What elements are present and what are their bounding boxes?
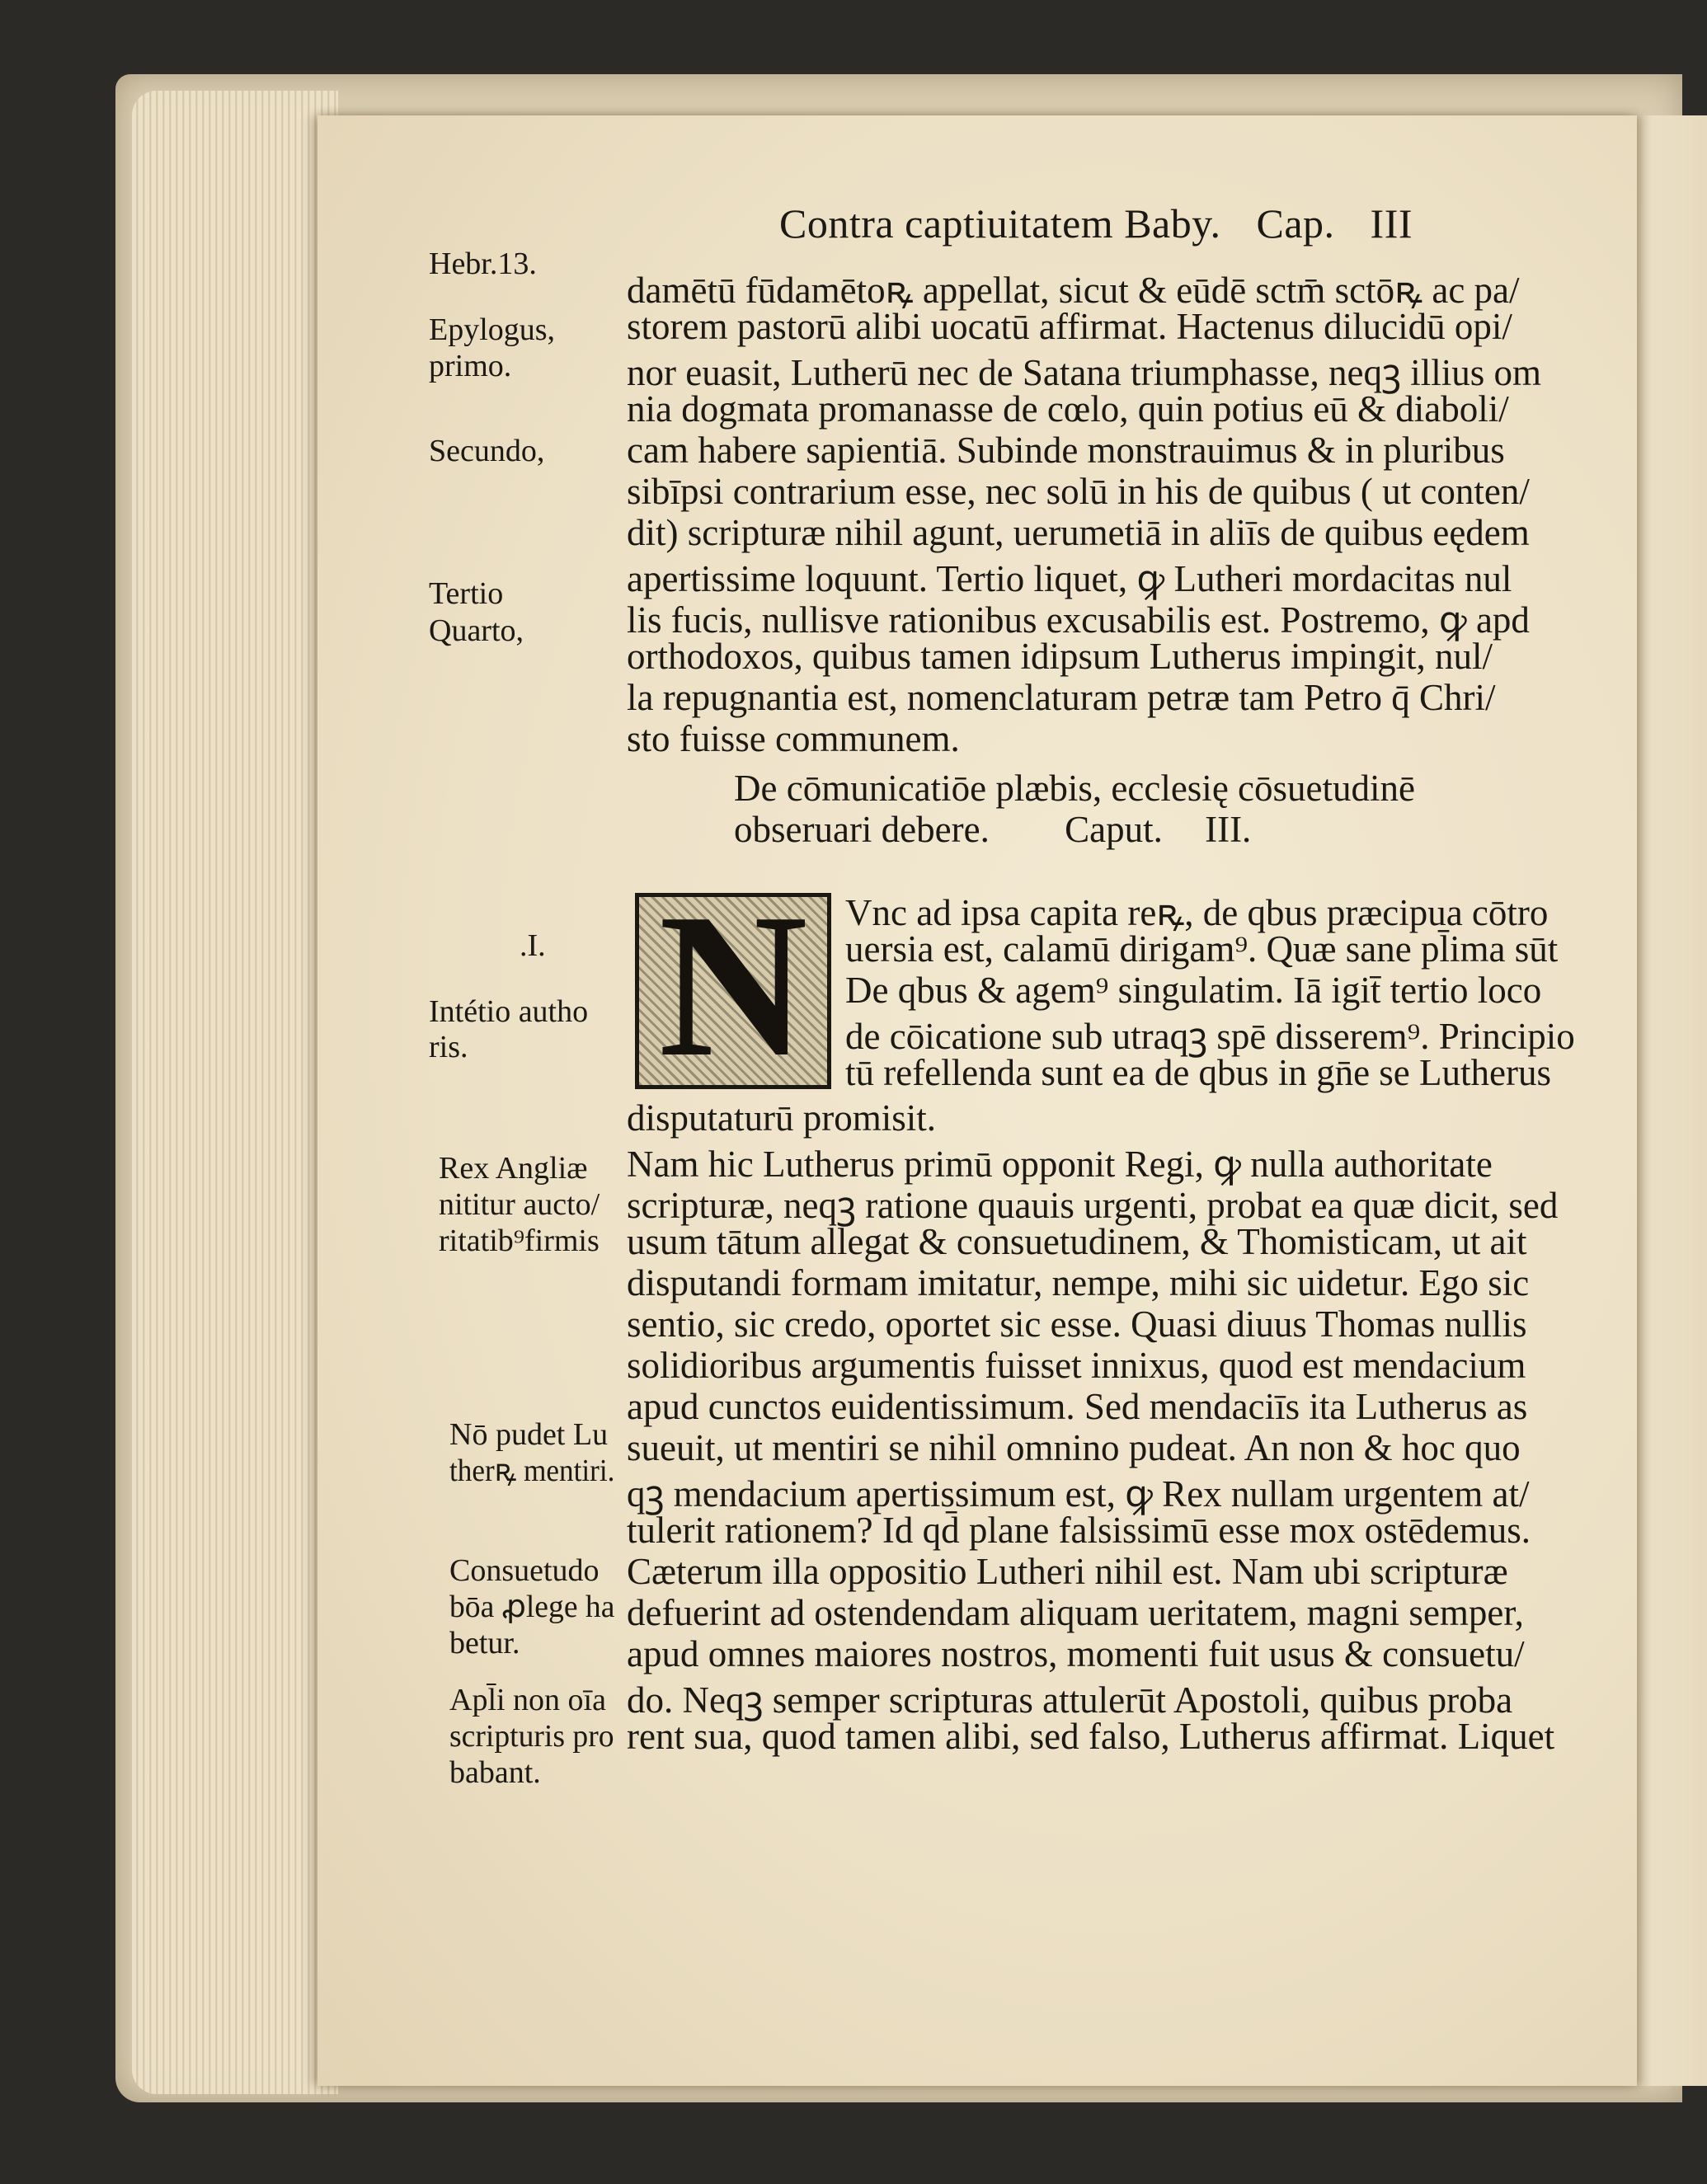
margin-note: Epylogus, <box>429 312 556 347</box>
text-line: dit) scripturæ nihil agunt, uerumetiā in aliīs de quibus eędem <box>627 512 1530 553</box>
book-page <box>317 115 1637 2086</box>
text-line: cam habere sapientiā. Subinde monstrauimus & in pluribus <box>627 430 1505 471</box>
margin-note: Secundo, <box>429 434 545 468</box>
header-title: Contra captiuitatem Baby. <box>779 200 1221 247</box>
text-line: De qbus & agem⁹ singulatim. Iā igit̄ tertio loco <box>845 970 1542 1011</box>
page-edges <box>132 91 338 2094</box>
margin-note: bōa ꝓlege ha <box>449 1590 615 1624</box>
header-chapter-number: III <box>1370 200 1413 247</box>
text-line: Cæterum illa oppositio Lutheri nihil est. Nam ubi scripturæ <box>627 1551 1508 1592</box>
decorated-initial <box>635 871 831 1100</box>
margin-note: .I. <box>520 928 546 963</box>
margin-note: Nō pudet Lu <box>449 1417 609 1452</box>
text-line: sto fuisse communem. <box>627 718 960 759</box>
text-line: de cōicatione sub utraqꝫ spē disserem⁹. Principio <box>845 1016 1575 1057</box>
text-line: la repugnantia est, nomenclaturam petræ tam Petro q̄ Chri/ <box>627 677 1496 718</box>
text-line: sueuit, ut mentiri se nihil omnino pudeat. An non & hoc quo <box>627 1427 1521 1468</box>
text-line: disputaturū promisit. <box>627 1097 936 1139</box>
margin-note: Tertio <box>429 576 504 611</box>
margin-note: Rex Angliæ <box>439 1151 588 1186</box>
margin-note: ritatib⁹firmis <box>439 1224 600 1258</box>
text-line: solidioribus argumentis fuisset innixus, quod est mendacium <box>627 1345 1526 1386</box>
section-heading-line-1: De cōmunicatiōe plæbis, ecclesię cōsuetudinē <box>734 768 1415 809</box>
margin-note: primo. <box>429 349 512 383</box>
text-line: damētū fūdamētoꝶ appellat, sicut & eūdē sctm̄ sctōꝶ ac pa/ <box>627 270 1520 311</box>
text-line: sentio, sic credo, oportet sic esse. Quasi diuus Thomas nullis <box>627 1303 1527 1345</box>
text-line: scripturæ, neqꝫ ratione quauis urgenti, probat ea quæ dicit, sed <box>627 1185 1559 1226</box>
margin-note: nititur aucto/ <box>439 1187 600 1222</box>
text-line: nia dogmata promanasse de cœlo, quin potius eū & diaboli/ <box>627 388 1509 430</box>
caput-label: Caput. <box>1065 809 1163 850</box>
margin-note: Consuetudo <box>449 1553 600 1588</box>
text-line: qꝫ mendacium apertissimum est, ꝙ Rex nullam urgentem at/ <box>627 1473 1530 1515</box>
text-line: defuerint ad ostendendam aliquam ueritatem, magni semper, <box>627 1592 1524 1633</box>
running-header <box>779 200 1413 247</box>
section-heading-line-2 <box>734 808 1251 851</box>
margin-note: babant. <box>449 1755 541 1790</box>
text-line: rent sua, quod tamen alibi, sed falso, Lutherus affirmat. Liquet <box>627 1716 1555 1757</box>
text-line: Vnc ad ipsa capita reꝶ, de qbus præcipua cōtro <box>845 892 1549 933</box>
caput-number: III. <box>1205 809 1252 850</box>
margin-note: Quarto, <box>429 613 524 648</box>
text-line: storem pastorū alibi uocatū affirmat. Hactenus dilucidū opi/ <box>627 306 1512 347</box>
text-line: uersia est, calamū dirigam⁹. Quæ sane pl̄ima sūt <box>845 928 1559 970</box>
text-line: apud cunctos euidentissimum. Sed mendaciīs ita Lutherus as <box>627 1386 1528 1427</box>
text-line: disputandi formam imitatur, nempe, mihi sic uidetur. Ego sic <box>627 1262 1530 1303</box>
margin-note: Intétio autho <box>429 994 589 1029</box>
text-line: tū refellenda sunt ea de qbus in gn̄e se Lutherus <box>845 1052 1551 1093</box>
margin-note: therꝶ mentiri. <box>449 1454 615 1488</box>
text-line: tulerit rationem? Id qd̄ plane falsissimū esse mox ostēdemus. <box>627 1510 1531 1551</box>
text-line: nor euasit, Lutherū nec de Satana triumphasse, neqꝫ illius om <box>627 352 1541 393</box>
margin-note: ris. <box>429 1030 468 1064</box>
initial-letter: N <box>658 871 808 1100</box>
margin-note: Apl̄i non oīa <box>449 1683 606 1717</box>
margin-note: betur. <box>449 1626 520 1660</box>
text-line: do. Neqꝫ semper scripturas attulerūt Apostoli, quibus proba <box>627 1679 1513 1721</box>
adjacent-page <box>1629 115 1707 2086</box>
text-line: apertissime loquunt. Tertio liquet, ꝙ Lutheri mordacitas nul <box>627 558 1512 599</box>
margin-note: Hebr.13. <box>429 247 537 281</box>
text-line: Nam hic Lutherus primū opponit Regi, ꝙ nulla authoritate <box>627 1144 1493 1185</box>
text-line: apud omnes maiores nostros, momenti fuit usus & consuetu/ <box>627 1633 1525 1674</box>
text-line: lis fucis, nullisve rationibus excusabilis est. Postremo, ꝙ apd <box>627 599 1530 641</box>
header-chapter-label: Cap. <box>1256 200 1335 247</box>
section-heading-text: obseruari debere. <box>734 809 990 850</box>
margin-note: scripturis pro <box>449 1719 614 1754</box>
text-line: orthodoxos, quibus tamen idipsum Lutherus impingit, nul/ <box>627 636 1493 677</box>
text-line: usum tātum allegat & consuetudinem, & Thomisticam, ut ait <box>627 1221 1527 1262</box>
text-line: sibīpsi contrarium esse, nec solū in his de quibus ( ut conten/ <box>627 471 1530 512</box>
